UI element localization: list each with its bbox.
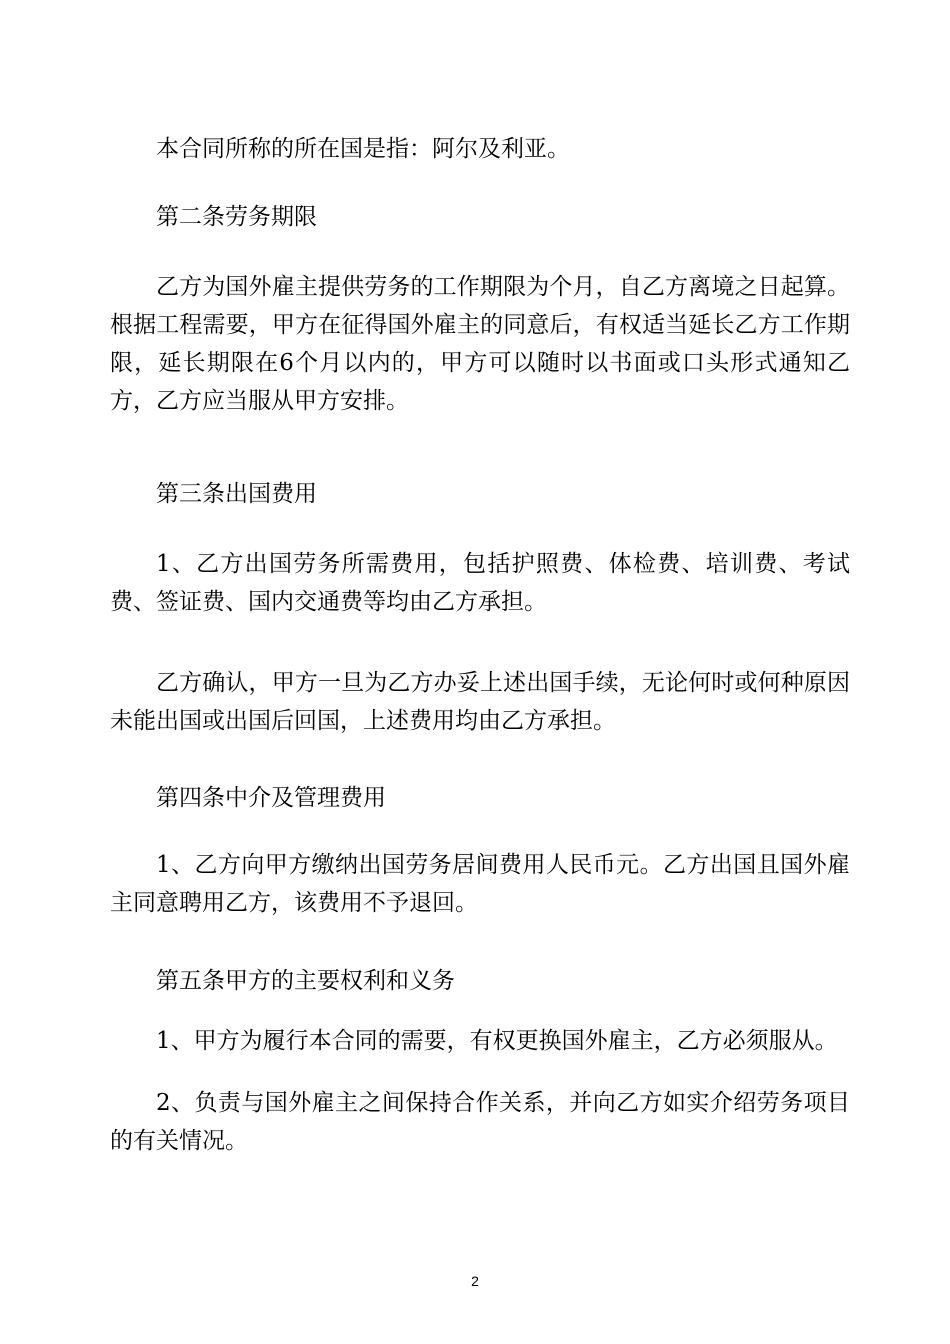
paragraph-expenses-1: 1、乙方出国劳务所需费用，包括护照费、体检费、培训费、考试费、签证费、国内交通费等均由乙方承担。 [110, 551, 850, 615]
paragraph-service-term: 乙方为国外雇主提供劳务的工作期限为个月，自乙方离境之日起算。根据工程需要，甲方在征得国外雇主的同意后，有权适当延长乙方工作期限，延长期限在6个月以内的，甲方可以随时以书面或口头形式通知乙方，乙方应当服从甲方安排。 [110, 274, 850, 414]
heading-article-5: 第五条甲方的主要权利和义务 [156, 968, 455, 994]
heading-article-4: 第四条中介及管理费用 [156, 785, 386, 811]
page-number: 2 [471, 1273, 479, 1289]
paragraph-expenses-confirm: 乙方确认，甲方一旦为乙方办妥上述出国手续，无论何时或何种原因未能出国或出国后回国，上述费用均由乙方承担。 [110, 670, 850, 734]
heading-article-2: 第二条劳务期限 [156, 204, 317, 230]
paragraph-country: 本合同所称的所在国是指：阿尔及利亚。 [156, 136, 570, 162]
heading-article-3: 第三条出国费用 [156, 481, 317, 507]
paragraph-party-a-right-1: 1、甲方为履行本合同的需要，有权更换国外雇主，乙方必须服从。 [156, 1028, 838, 1054]
paragraph-party-a-right-2: 2、负责与国外雇主之间保持合作关系，并向乙方如实介绍劳务项目的有关情况。 [110, 1090, 850, 1154]
paragraph-agency-fee: 1、乙方向甲方缴纳出国劳务居间费用人民币元。乙方出国且国外雇主同意聘用乙方，该费用不予退回。 [110, 852, 850, 916]
